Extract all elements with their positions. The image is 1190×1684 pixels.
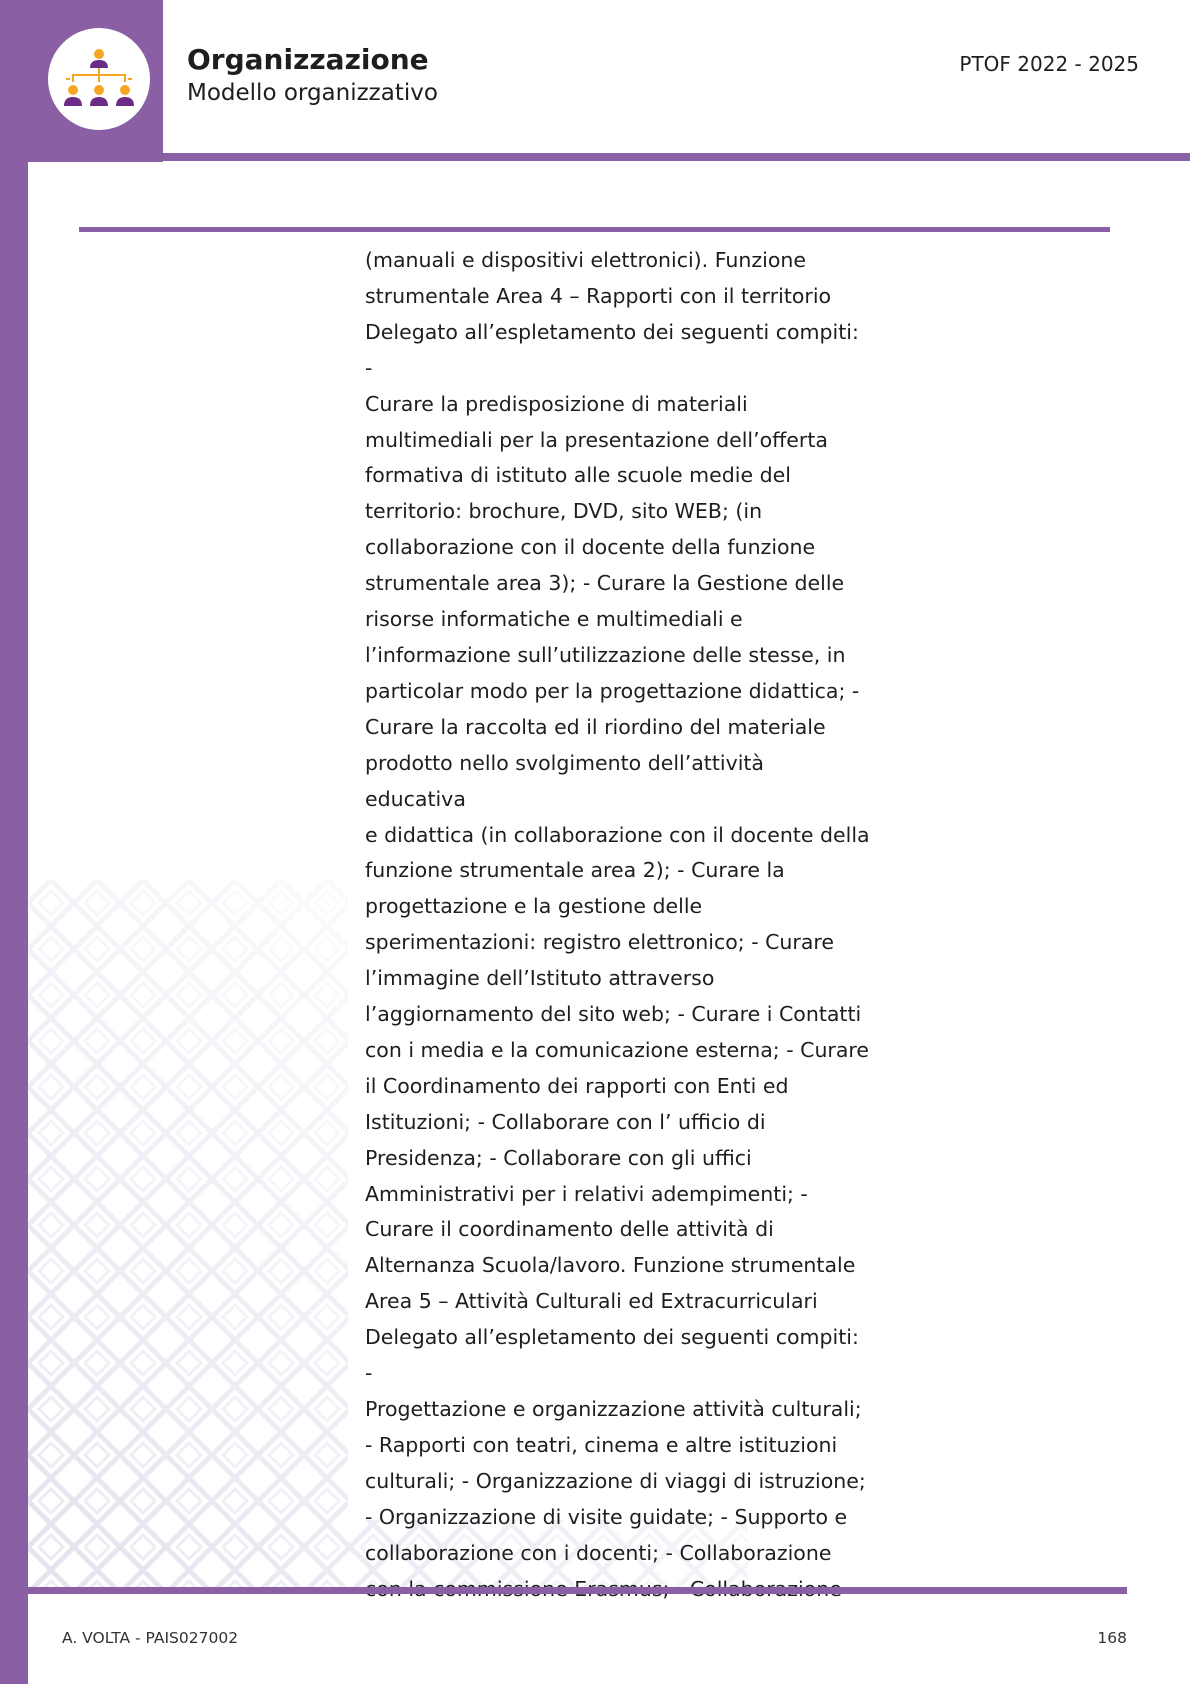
logo [48, 28, 150, 130]
left-margin-band [0, 0, 28, 1684]
org-chart-icon [64, 48, 134, 110]
header-divider [163, 153, 1190, 161]
content-top-rule [79, 227, 1110, 232]
page-subtitle: Modello organizzativo [187, 80, 438, 106]
footer-rule [28, 1587, 1127, 1594]
page-title: Organizzazione [187, 43, 429, 76]
body-paragraph: (manuali e dispositivi elettronici). Funzione strumentale Area 4 – Rapporti con il territorio Delegato all’espletamento dei seguenti compiti: - Curare la predisposizione di materiali multimediali per la presentazione dell’offerta formativa di istituto alle scuole medie del territorio: brochure, DVD, sito WEB; (in collaborazione con il docente della funzione strumentale area 3); - Curare la Gestione delle risorse informatiche e multimediali e l’informazione sull’utilizzazione delle stesse, in particolar modo per la progettazione didattica; - Curare la raccolta ed il riordino del materiale prodotto nello svolgimento dell’attività educativa e didattica (in collaborazione con il docente della funzione strumentale area 2); - Curare la progettazione e la gestione delle sperimentazioni: registro elettronico; - Curare l’immagine dell’Istituto attraverso l’aggiornamento del sito web; - Curare i Contatti con i media e la comunicazione esterna; - Curare il Coordinamento dei rapporti con Enti ed Istituzioni; - Collaborare con l’ ufficio di Presidenza; - Collaborare con gli uffici Amministrativi per i relativi adempimenti; - Curare il coordinamento delle attività di Alternanza Scuola/lavoro. Funzione strumentale Area 5 – Attività Culturali ed Extracurriculari Delegato all’espletamento dei seguenti compiti: - Progettazione e organizzazione attività culturali; - Rapporti con teatri, cinema e altre istituzioni culturali; - Organizzazione di viaggi di istruzione; - Organizzazione di visite guidate; - Supporto e collaborazione con i docenti; - Collaborazione [365, 248, 870, 1565]
page-number: 168 [1097, 1629, 1127, 1647]
ptof-label: PTOF 2022 - 2025 [959, 52, 1139, 76]
footer-school-code: A. VOLTA - PAIS027002 [62, 1629, 239, 1647]
